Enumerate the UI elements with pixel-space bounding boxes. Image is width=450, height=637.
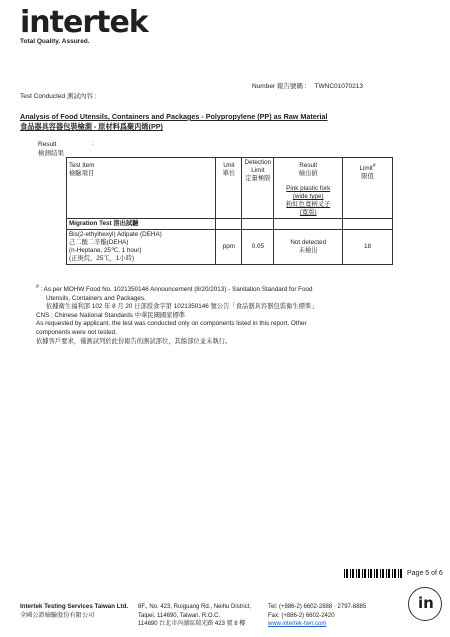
footer-company-zh: 全國公證檢驗股份有限公司 [20,611,95,619]
sample-name-zh2: (寬版) [299,209,317,216]
notes [36,283,396,346]
header-result-zh: 檢出値 [298,170,318,177]
header-dl-en: Detection [244,159,272,166]
sample-name-en2: (wide type) [292,193,324,200]
result-label-zh: 檢測結果 [38,150,64,157]
result-colon: : [92,140,94,147]
result-cell [274,230,343,265]
circle-logo-mark: in [418,594,434,612]
header-result-en: Result [299,162,318,169]
header-limit-zh: 限值 [361,173,374,181]
header-unit-zh: 單位 [222,170,236,177]
sample-name-en: Pink plastic fork [286,185,331,192]
analysis-title-en: Analysis of Food Utensils, Containers and Packages - Polypropylene (PP) as Raw Material [20,112,328,121]
test-item-line2: 己二酸二辛酯(DEHA) [69,239,129,246]
intertek-circle-logo [408,587,442,621]
limit-cell: 18 [343,230,393,265]
page-number: Page 5 of 6 [407,570,443,577]
footer-address-1: 8F., No. 423, Ruiguang Rd., Neihu District, [138,604,252,610]
section-empty-dl [242,219,274,230]
header-limit [343,158,393,219]
note-1b: Utensils, Containers and Packages. [46,294,146,302]
report-number [252,81,363,90]
note-mark: # [36,284,39,290]
logo-tagline: Total Quality. Assured. [20,38,90,45]
section-label: Migration Test 溶出試驗 [67,219,216,230]
test-conducted-label: Test Conducted 測試內容 : [20,93,97,100]
note-3c: 依據客戶要求，僅測試列於此份報告的測試部位，其餘部位並未執行。 [36,337,232,345]
test-item-cell [67,230,216,265]
header-result [274,158,343,180]
sample-name [274,179,343,219]
footer-address-2: Taipei, 114690, Taiwan, R.O.C. [138,612,221,619]
test-item-line1: Bis(2-ethylhexyl) Adipate (DEHA) [69,231,162,238]
report-number-label: Number 報告號碼 : [252,83,307,90]
header-test-item [67,158,216,219]
note-1 [36,283,396,295]
header-detection-limit [242,158,274,219]
note-1c: 依據衛生福利部 102 年 8 月 20 日部授食字第 1021350146 號公告「食品器具容器包裝衛生標準」 [46,303,318,311]
header-unit [216,158,242,219]
footer-company-en: Intertek Testing Services Taiwan Ltd. [20,603,129,610]
footer-company [20,603,128,620]
header-dl-en2: Limit [251,167,265,174]
section-empty-limit [343,219,393,230]
result-cell-zh: 未檢出 [298,247,318,254]
test-item-line3: (n-Heptane, 25℃, 1 hour) [69,247,142,254]
footer-website-link[interactable]: www.intertek-twn.com [268,621,327,627]
unit-cell: ppm [216,230,242,265]
report-number-value: TWNC01070213 [314,83,363,90]
analysis-title-zh: 食品器具容器包裝檢測 - 原材料爲聚丙烯(PP) [20,122,163,131]
note-1-text: : As per MOHW Food No. 1021350146 Announcement (8/20/2013) - Sanitation Standard for Food [40,286,313,294]
detection-limit-cell: 0.05 [242,230,274,265]
note-3b: components were not tested. [36,329,117,337]
section-empty-result [274,219,343,230]
table-row [67,230,393,265]
result-cell-en: Not detected [290,239,327,246]
footer-contact [268,603,366,629]
header-limit-en: Limit# [359,163,376,173]
footer-tel: Tel: (+886-2) 6602-2888 · 2797-8885 [268,604,367,610]
section-row [67,219,393,230]
header-test-item-en: Test Item [69,162,95,169]
intertek-logo: intertek [20,5,148,40]
result-label [38,140,64,158]
header-dl-zh: 定量極限 [245,175,271,182]
barcode [344,569,402,578]
section-empty-unit [216,219,242,230]
sample-name-zh: 粉紅色寬柄叉子 [286,201,331,208]
note-3: As requested by applicant, the test was conducted only on components listed in this report. Other [36,320,307,328]
test-item-line4: (正庚烷，25℃，1小時) [69,255,135,262]
footer-address-3: 114690 台北市內湖區瑞光路 423 號 8 樓 [138,621,246,627]
footer-address [138,603,251,629]
table-header-row [67,158,393,180]
results-table [66,157,393,265]
header-unit-en: Unit [223,162,235,169]
note-cns: CNS : Chinese National Standards 中華民國國家標準 [36,311,186,319]
header-test-item-zh: 檢驗項目 [69,170,95,177]
result-label-en: Result [38,141,57,148]
footer-fax: Fax: (+886-2) 6602-2420 [268,612,335,619]
